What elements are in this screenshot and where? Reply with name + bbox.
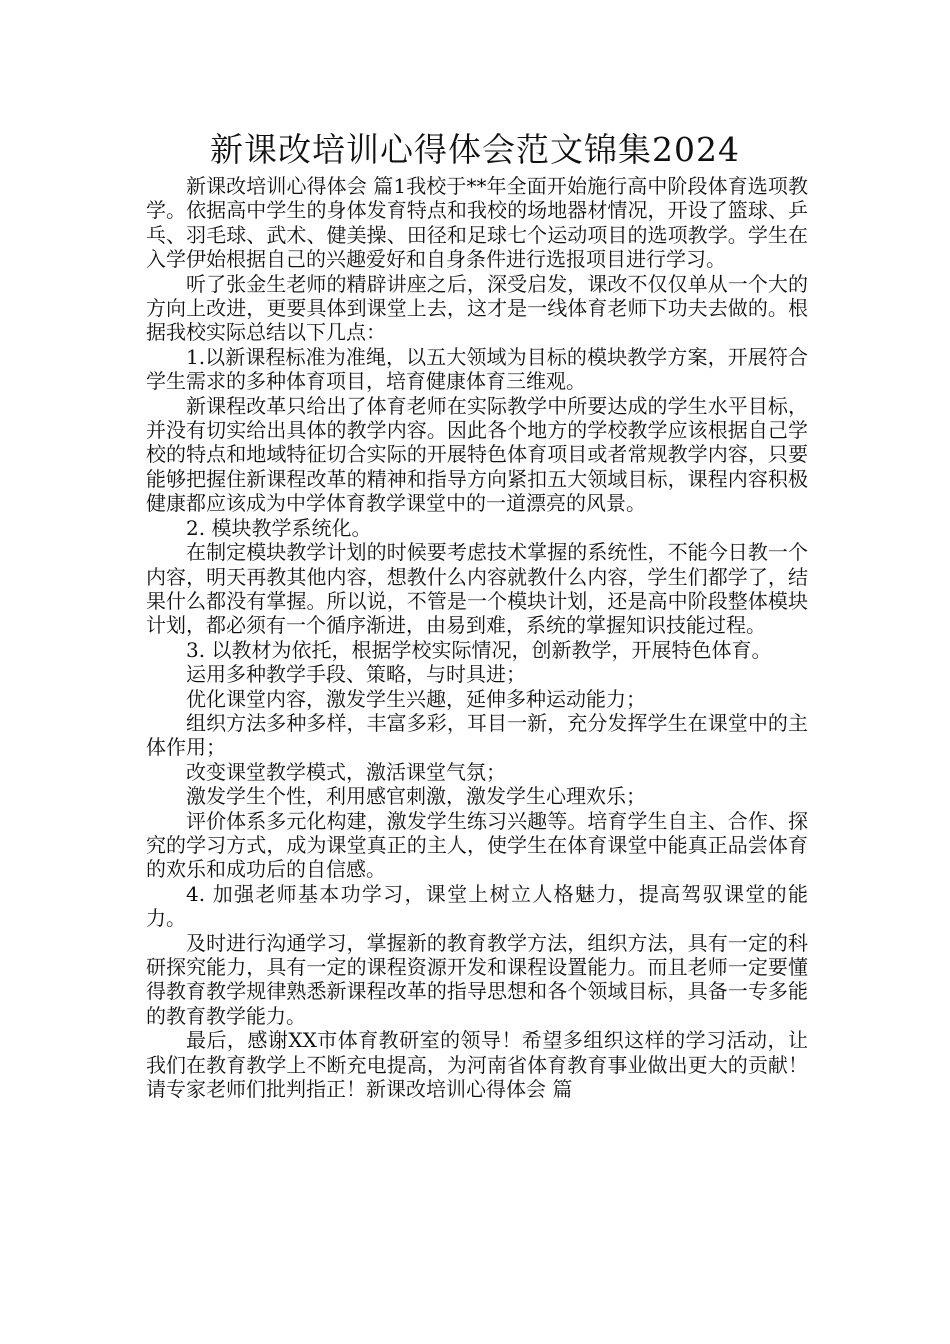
paragraph-point-2: 2. 模块教学系统化。 bbox=[186, 515, 372, 540]
paragraph-point-3-item-3: 组织方法多种多样，丰富多彩，耳目一新，充分发挥学生在课堂中的主体作用； bbox=[146, 710, 808, 760]
paragraph-point-3-item-6: 评价体系多元化构建，激发学生练习兴趣等。培育学生自主、合作、探究的学习方式，成为课堂真正的主人，使学生在体育课堂中能真正品尝体育的欢乐和成功后的自信感。 bbox=[146, 808, 808, 882]
paragraph-point-3: 3. 以教材为依托，根据学校实际情况，创新教学，开展特色体育。 bbox=[186, 637, 772, 662]
paragraph-closing: 最后，感谢XX市体育教研室的领导！希望多组织这样的学习活动，让我们在教育教学上不断充电提高，为河南省体育教育事业做出更大的贡献！请专家老师们批判指正！新课改培训心得体会 篇 bbox=[146, 1028, 808, 1102]
paragraph-point-3-item-4: 改变课堂教学模式，激活课堂气氛； bbox=[186, 759, 506, 784]
document-title: 新课改培训心得体会范文锦集2024 bbox=[210, 130, 740, 169]
paragraph-point-3-item-5: 激发学生个性，利用感官刺激，激发学生心理欢乐； bbox=[186, 784, 646, 809]
paragraph-point-1: 1.以新课程标准为准绳，以五大领域为目标的模块教学方案，开展符合学生需求的多种体育项目，培育健康体育三维观。 bbox=[146, 344, 808, 394]
paragraph-intro: 新课改培训心得体会 篇1我校于**年全面开始施行高中阶段体育选项教学。依据高中学生的身体发育特点和我校的场地器材情况，开设了篮球、乒乓、羽毛球、武术、健美操、田径和足球七个运动项目的选项教学。学生在入学伊始根据自己的兴趣爱好和自身条件进行选报项目进行学习。 bbox=[146, 174, 808, 272]
paragraph-point-1-detail: 新课程改革只给出了体育老师在实际教学中所要达成的学生水平目标，并没有切实给出具体的教学内容。因此各个地方的学校教学应该根据自己学校的特点和地域特征切合实际的开展特色体育项目或者常规教学内容，只要能够把握住新课程改革的精神和指导方向紧扣五大领域目标，课程内容积极健康都应该成为中学体育教学课堂中的一道漂亮的风景。 bbox=[146, 393, 808, 516]
paragraph-point-4: 4. 加强老师基本功学习，课堂上树立人格魅力，提高驾驭课堂的能力。 bbox=[146, 881, 808, 931]
paragraph-point-3-item-2: 优化课堂内容，激发学生兴趣，延伸多种运动能力； bbox=[186, 686, 646, 711]
paragraph-point-3-item-1: 运用多种教学手段、策略，与时具进； bbox=[186, 662, 526, 687]
paragraph-lecture: 听了张金生老师的精辟讲座之后，深受启发，课改不仅仅单从一个大的方向上改进，更要具体到课堂上去，这才是一线体育老师下功夫去做的。根据我校实际总结以下几点： bbox=[146, 271, 808, 345]
document-body bbox=[146, 174, 808, 1101]
paragraph-point-4-detail: 及时进行沟通学习，掌握新的教育教学方法，组织方法，具有一定的科研探究能力，具有一定的课程资源开发和课程设置能力。而且老师一定要懂得教育教学规律熟悉新课程改革的指导思想和各个领域目标，具备一专多能的教育教学能力。 bbox=[146, 930, 808, 1028]
paragraph-point-2-detail: 在制定模块教学计划的时候要考虑技术掌握的系统性，不能今日教一个内容，明天再教其他内容，想教什么内容就教什么内容，学生们都学了，结果什么都没有掌握。所以说，不管是一个模块计划，还是高中阶段整体模块计划，都必须有一个循序渐进，由易到难，系统的掌握知识技能过程。 bbox=[146, 540, 808, 638]
